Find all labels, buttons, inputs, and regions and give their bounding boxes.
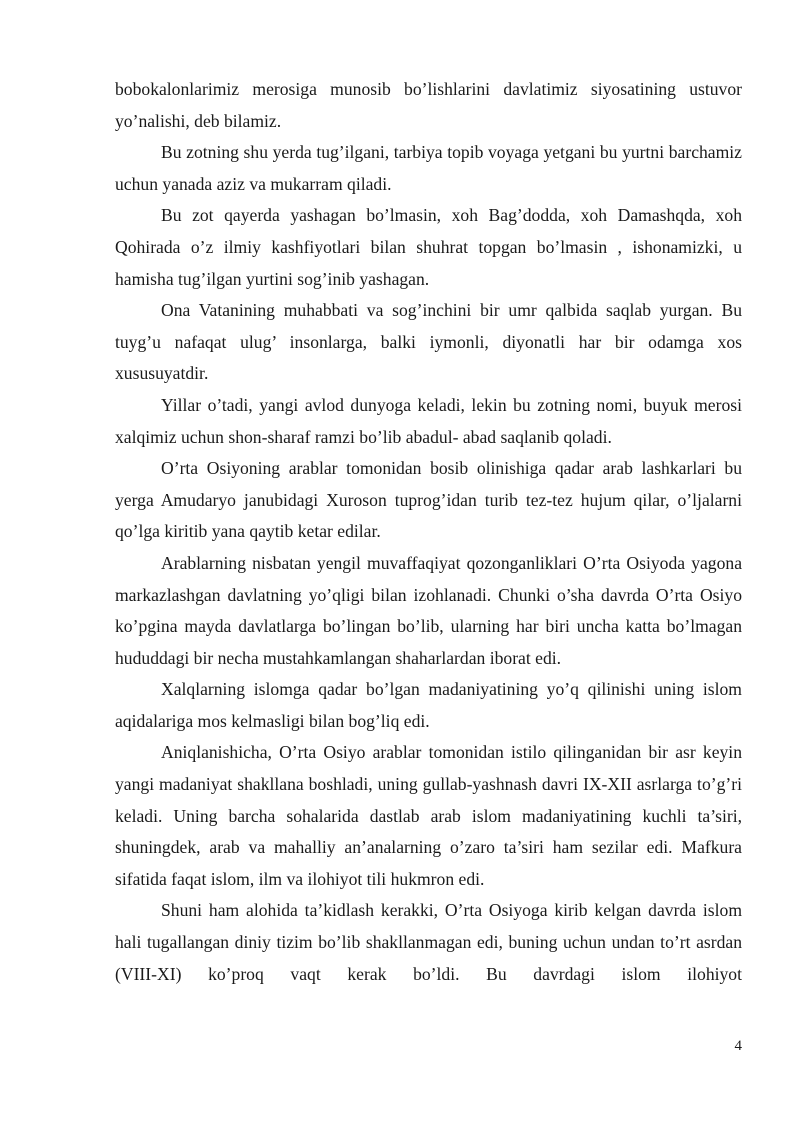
paragraph-7: Arablarning nisbatan yengil muvaffaqiyat qozonganliklari O’rta Osiyoda yagona markazlashgan davlatning yo’qligi bilan izohlanadi. Chunki o’sha davrda O’rta Osiyo ko’pgina mayda davlatlarga bo’lingan bo’lib, ularning har biri uncha katta bo’lmagan hududdagi bir necha mustahkamlangan shaharlardan iborat edi.: [115, 552, 742, 668]
page-number: 4: [734, 1038, 742, 1054]
paragraph-4: Ona Vatanining muhabbati va sog’inchini bir umr qalbida saqlab yurgan. Bu tuyg’u nafaqat ulug’ insonlarga, balki iymonli, diyonatli har bir odamga xos xususuyatdir.: [115, 300, 742, 384]
paragraph-9: Aniqlanishicha, O’rta Osiyo arablar tomonidan istilo qilinganidan bir asr keyin yangi madaniyat shakllana boshladi, uning gullab-yashnash davri IX-XII asrlarga to’g’ri keladi. Uning barcha sohalarida dastlab arab islom madaniyatining kuchli ta’siri, shuningdek, arab va mahalliy an’analarning o’zaro ta’siri ham sezilar edi. Mafkura sifatida faqat islom, ilm va ilohiyot tili hukmron edi.: [115, 742, 742, 889]
paragraph-1: bobokalonlarimiz merosiga munosib bo’lishlarini davlatimiz siyosatining ustuvor yo’nalishi, deb bilamiz.: [115, 79, 742, 131]
paragraph-3: Bu zot qayerda yashagan bo’lmasin, xoh Bag’dodda, xoh Damashqda, xoh Qohirada o’z ilmiy kashfiyotlari bilan shuhrat topgan bo’lmasin , ishonamizki, u hamisha tug’ilgan yurtini sog’inib yashagan.: [115, 205, 742, 289]
paragraph-10: Shuni ham alohida ta’kidlash kerakki, O’rta Osiyoga kirib kelgan davrda islom hali tugallangan diniy tizim bo’lib shakllanmagan edi, buning uchun undan to’rt asrdan (VIII-XI) ko’proq vaqt kerak bo’ldi. Bu davrdagi islom ilohiyot: [115, 900, 742, 984]
paragraph-5: Yillar o’tadi, yangi avlod dunyoga keladi, lekin bu zotning nomi, buyuk merosi xalqimiz uchun shon-sharaf ramzi bo’lib abadul- abad saqlanib qoladi.: [115, 394, 742, 447]
paragraph-6: O’rta Osiyoning arablar tomonidan bosib olinishiga qadar arab lashkarlari bu yerga Amudaryo janubidagi Xuroson tuprog’idan turib tez-tez hujum qilar, o’ljalarni qo’lga kiritib yana qaytib ketar edilar.: [115, 458, 742, 542]
paragraph-2: Bu zotning shu yerda tug’ilgani, tarbiya topib voyaga yetgani bu yurtni barchamiz uchun yanada aziz va mukarram qiladi.: [115, 142, 742, 194]
body-text: [115, 74, 742, 990]
paragraph-8: Xalqlarning islomga qadar bo’lgan madaniyatining yo’q qilinishi uning islom aqidalariga mos kelmasligi bilan bog’liq edi.: [115, 679, 742, 731]
